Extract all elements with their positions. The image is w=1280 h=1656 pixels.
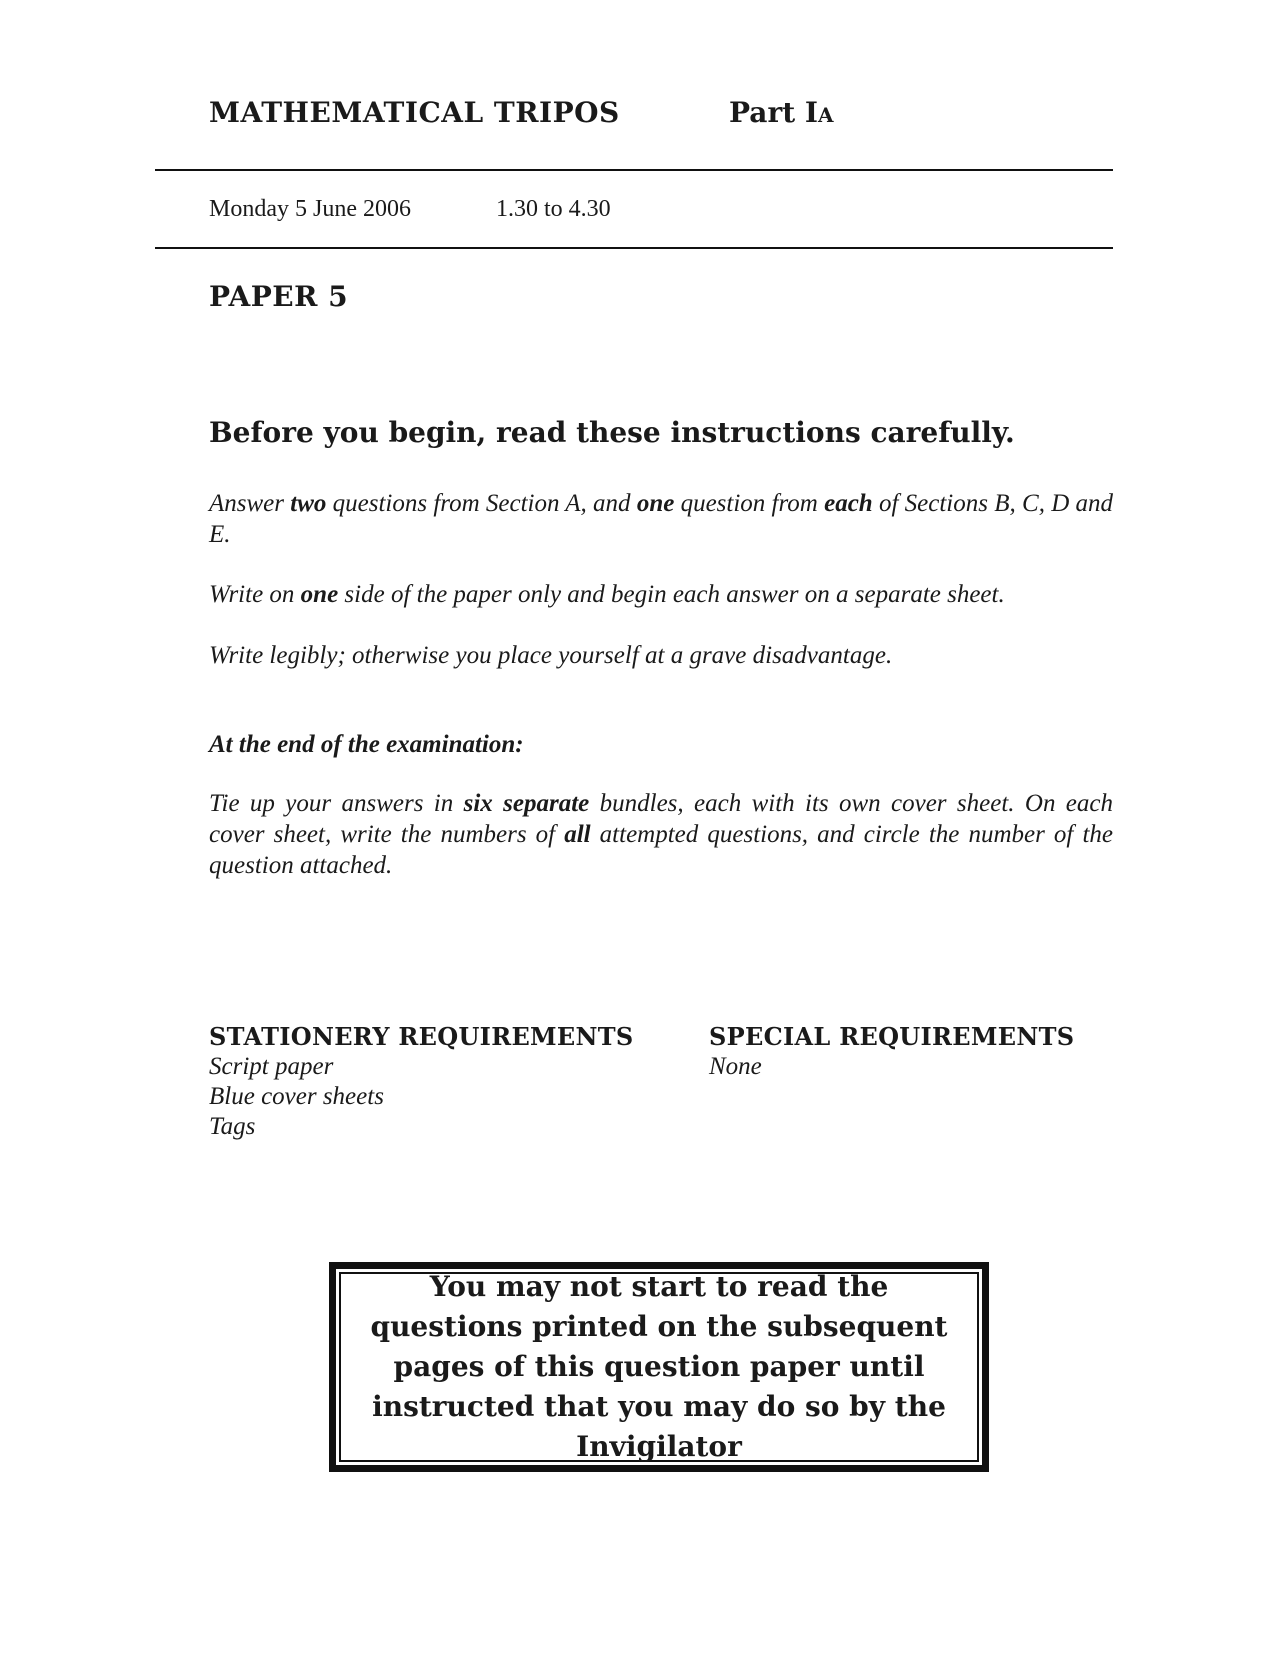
one-side-instruction [209, 579, 1113, 610]
stationery-item: Blue cover sheets [209, 1083, 384, 1110]
one-side-text-1: Write on [209, 581, 301, 608]
answer-bold-two: two [290, 490, 327, 517]
exam-date: Monday 5 June 2006 [209, 196, 411, 222]
stationery-item: Tags [209, 1113, 256, 1140]
stationery-item: Script paper [209, 1053, 334, 1080]
special-item: None [709, 1053, 762, 1080]
end-text-3: attempted questions, and circle the number of the question attached. [209, 821, 1114, 879]
answer-instruction [209, 488, 1113, 550]
exam-part [729, 96, 834, 129]
special-heading: SPECIAL REQUIREMENTS [709, 1022, 1075, 1051]
paper-label: PAPER 5 [209, 280, 349, 313]
answer-text-1: Answer [209, 490, 291, 517]
header-rule-bottom [155, 247, 1113, 249]
answer-text-4: of Sections B, C, D and E. [209, 490, 1114, 548]
answer-text-3: question from [674, 490, 825, 517]
invigilator-notice-inner [339, 1272, 979, 1462]
end-bold-all: all [564, 821, 591, 848]
end-text-1: Tie up your answers in [209, 790, 464, 817]
answer-bold-one: one [636, 490, 675, 517]
one-side-bold-one: one [300, 581, 339, 608]
part-suffix: A [817, 103, 834, 127]
special-list [709, 1052, 762, 1082]
header-rule-top [155, 169, 1113, 171]
stationery-heading: STATIONERY REQUIREMENTS [209, 1022, 634, 1051]
answer-text-2: questions from Section A, and [326, 490, 637, 517]
invigilator-notice-box [329, 1262, 989, 1472]
answer-bold-each: each [824, 490, 873, 517]
one-side-text-2: side of the paper only and begin each answer on a separate sheet. [338, 581, 1005, 608]
part-prefix: Part I [729, 96, 818, 129]
invigilator-notice: You may not start to read the questions printed on the subsequent pages of this question paper until instructed that you may do so by the Invigilator [370, 1270, 948, 1463]
end-bold-six-separate: six separate [463, 790, 590, 817]
exam-time: 1.30 to 4.30 [496, 196, 611, 222]
end-of-exam-instruction [209, 788, 1113, 881]
stationery-list [209, 1052, 384, 1142]
legibly-instruction: Write legibly; otherwise you place yourself at a grave disadvantage. [209, 642, 893, 669]
end-of-exam-heading: At the end of the examination: [209, 731, 524, 758]
end-text-2: bundles, each with its own cover sheet. On each cover sheet, write the numbers of [209, 790, 1113, 848]
instructions-heading: Before you begin, read these instructions carefully. [209, 416, 1015, 449]
exam-title: MATHEMATICAL TRIPOS [209, 96, 620, 129]
